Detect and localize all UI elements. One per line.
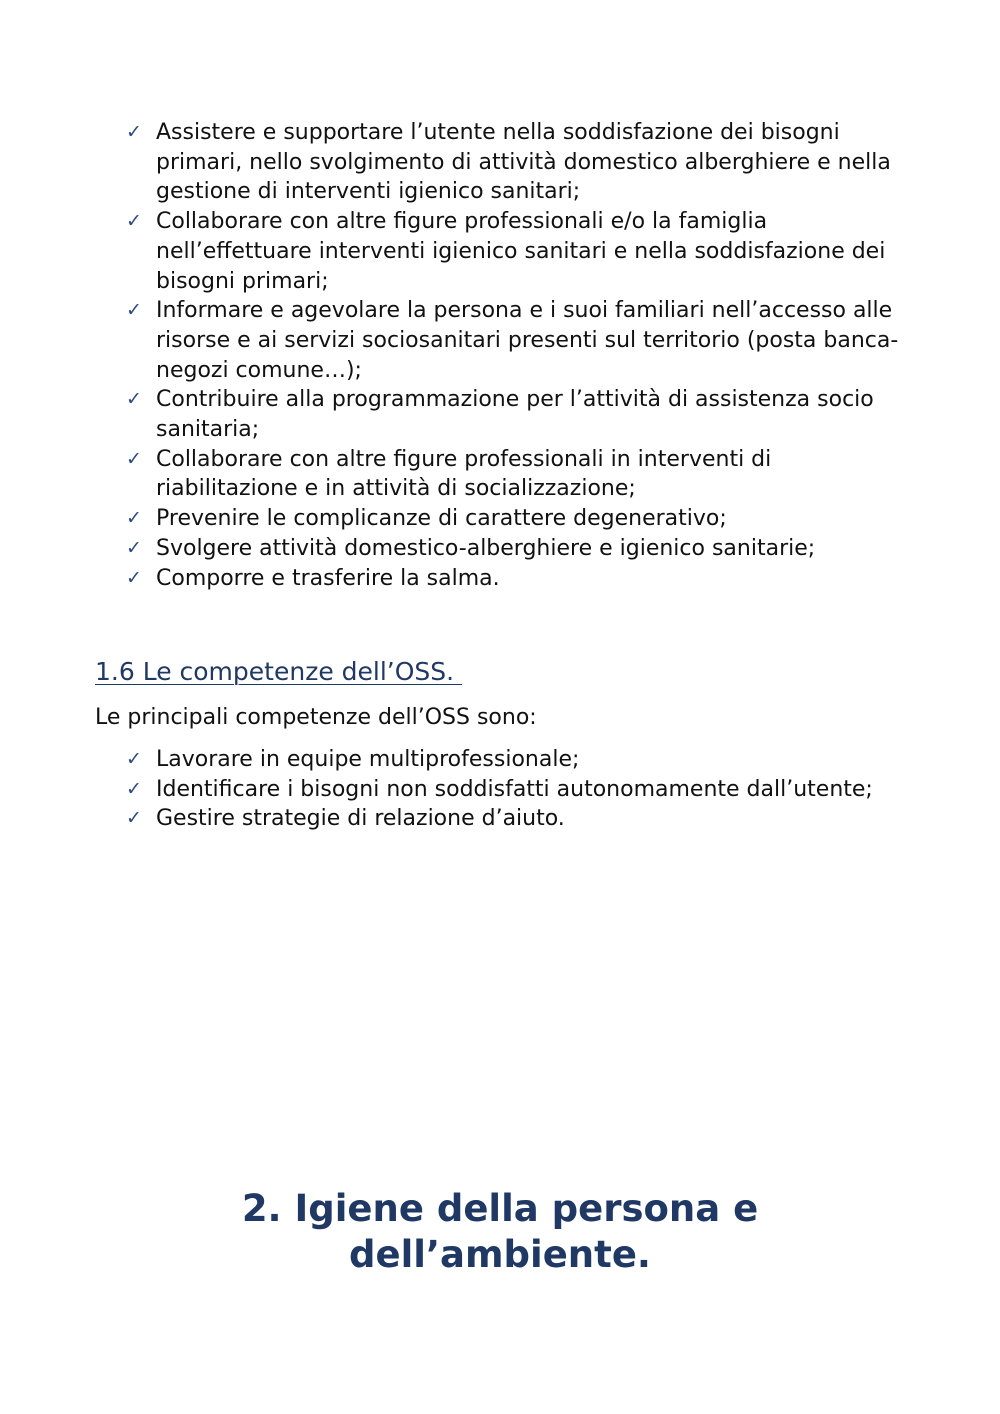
- list-item: [126, 804, 906, 834]
- list-item: [126, 445, 906, 504]
- checkmark-icon: ✓: [126, 299, 142, 322]
- checkmark-icon: ✓: [126, 121, 142, 143]
- list-item: [126, 534, 906, 564]
- checkmark-icon: ✓: [126, 388, 142, 411]
- list-item-text: Gestire strategie di relazione d’aiuto.: [156, 806, 565, 832]
- list-item: [126, 385, 906, 444]
- checkmark-icon: ✓: [126, 210, 142, 233]
- checkmark-icon: ✓: [126, 447, 142, 470]
- chapter-title-line-2: dell’ambiente.: [349, 1233, 651, 1276]
- list-item: [126, 118, 906, 207]
- list-item: [126, 745, 906, 775]
- list-item-text: Informare e agevolare la persona e i suoi familiari nell’accesso alle risorse e ai servizi sociosanitari presenti sul territorio (posta banca- negozi comune…);: [156, 298, 899, 383]
- checkmark-icon: ✓: [126, 748, 142, 770]
- list-item-text: Contribuire alla programmazione per l’attività di assistenza socio sanitaria;: [156, 387, 874, 443]
- list-item-text: Lavorare in equipe multiprofessionale;: [156, 747, 580, 772]
- list-item: [126, 207, 906, 296]
- list-item-text: Collaborare con altre figure professionali e/o la famiglia nell’effettuare interventi igienico sanitari e nella soddisfazione dei bisogni primari;: [156, 209, 886, 294]
- checkmark-icon: ✓: [126, 507, 142, 530]
- list-item-text: Identificare i bisogni non soddisfatti autonomamente dall’utente;: [156, 776, 873, 802]
- list-item-text: Collaborare con altre figure professionali in interventi di riabilitazione e in attività di socializzazione;: [156, 446, 772, 502]
- list-item: [126, 504, 906, 534]
- list-item: [126, 775, 906, 805]
- chapter-title-line-1: 2. Igiene della persona e: [241, 1187, 759, 1230]
- list-item-text: Assistere e supportare l’utente nella soddisfazione dei bisogni primari, nello svolgimento di attività domestico alberghiere e nella gestione di interventi igienico sanitari;: [156, 120, 891, 205]
- section-intro: Le principali competenze dell’OSS sono:: [95, 705, 537, 730]
- checkmark-icon: ✓: [126, 777, 142, 800]
- checkmark-icon: ✓: [126, 807, 142, 830]
- list-item-text: Comporre e trasferire la salma.: [156, 565, 500, 591]
- section-heading: 1.6 Le competenze dell’OSS.: [95, 657, 463, 686]
- checkmark-icon: ✓: [126, 536, 142, 559]
- list-item: [126, 296, 906, 385]
- oss-tasks-list: [126, 118, 906, 593]
- oss-competences-list: [126, 745, 906, 834]
- checkmark-icon: ✓: [126, 566, 142, 589]
- chapter-title: [0, 1186, 1000, 1278]
- list-item-text: Prevenire le complicanze di carattere degenerativo;: [156, 506, 727, 532]
- list-item: [126, 564, 906, 594]
- list-item-text: Svolgere attività domestico-alberghiere e igienico sanitarie;: [156, 535, 816, 561]
